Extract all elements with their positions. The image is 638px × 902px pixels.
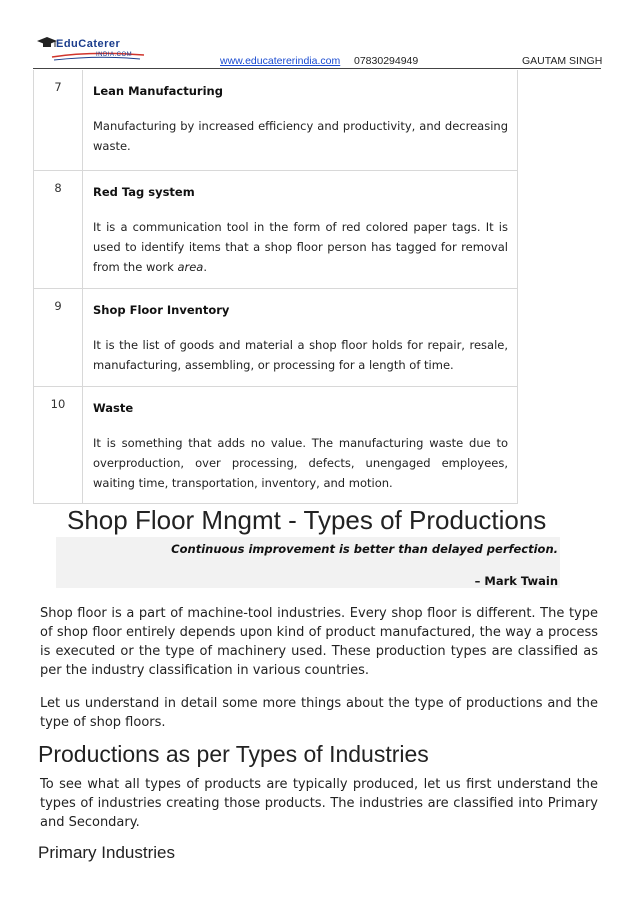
glossary-term: Shop Floor Inventory	[93, 303, 230, 317]
glossary-definition: It is the list of goods and material a shop floor holds for repair, resale, manufacturing, assembling, or processing for a length of time.	[93, 338, 508, 372]
row-number: 8	[33, 171, 83, 288]
row-number: 10	[33, 387, 83, 503]
page-header	[0, 0, 638, 70]
quote-author: – Mark Twain	[474, 574, 558, 588]
row-content	[83, 70, 518, 170]
quote-box	[56, 537, 560, 588]
table-row	[33, 289, 518, 387]
glossary-definition	[93, 217, 508, 277]
row-content	[83, 387, 518, 503]
educaterer-logo	[36, 36, 146, 68]
row-number: 9	[33, 289, 83, 386]
row-content	[83, 289, 518, 386]
header-divider	[33, 68, 601, 69]
glossary-term: Waste	[93, 401, 134, 415]
body-paragraph: Let us understand in detail some more things about the type of productions and the type of shop floors.	[40, 696, 598, 730]
row-number: 7	[33, 70, 83, 170]
row-content	[83, 171, 518, 288]
table-row	[33, 387, 518, 504]
logo-text: EduCaterer	[56, 38, 121, 50]
phone-number: 07830294949	[354, 55, 419, 67]
glossary-term: Red Tag system	[93, 185, 195, 199]
definition-end: .	[203, 260, 207, 274]
section-title: Shop Floor Mngmt - Types of Productions	[67, 505, 547, 535]
website-link[interactable]: www.educatererindia.com	[220, 55, 341, 67]
glossary-term: Lean Manufacturing	[93, 84, 223, 98]
glossary-table	[33, 70, 518, 504]
table-row	[33, 171, 518, 289]
author-name: GAUTAM SINGH	[522, 55, 603, 67]
definition-text: It is a communication tool in the form of red colored paper tags. It is used to identify items that a shop floor person has tagged for removal from the work	[93, 220, 508, 274]
subsubsection-title: Primary Industries	[38, 843, 175, 862]
body-paragraph: To see what all types of products are typically produced, let us first understand the types of industries creating those products. The industries are classified into Primary and Secondary.	[40, 777, 598, 830]
logo-subtext: INDIA.COM	[96, 52, 133, 58]
definition-emphasis: area	[177, 260, 204, 274]
body-paragraph: Shop floor is a part of machine-tool industries. Every shop floor is different. The type of shop floor entirely depends upon kind of product manufactured, the way a process is executed or the type of machinery used. These production types are classified as per the industry classification in various countries.	[40, 606, 598, 678]
table-row	[33, 70, 518, 171]
glossary-definition: It is something that adds no value. The manufacturing waste due to overproduction, over processing, defects, unengaged employees, waiting time, transportation, inventory, and motion.	[93, 436, 508, 490]
quote-text: Continuous improvement is better than delayed perfection.	[171, 542, 558, 556]
graduation-cap-icon	[36, 36, 58, 50]
glossary-definition: Manufacturing by increased efficiency and productivity, and decreasing waste.	[93, 119, 508, 153]
subsection-title: Productions as per Types of Industries	[38, 741, 429, 767]
